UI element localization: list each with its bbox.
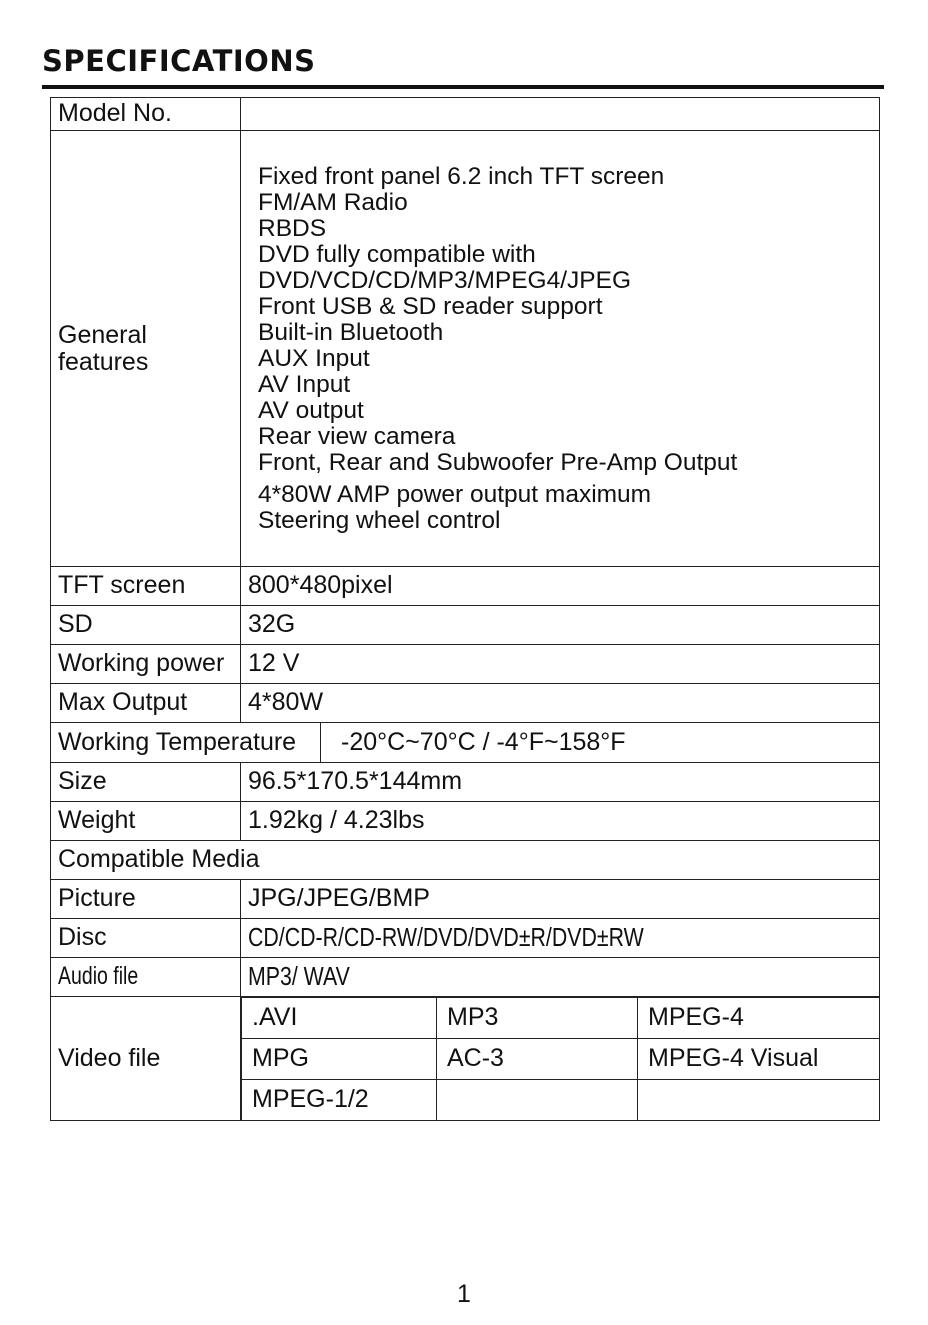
spec-label-picture: Picture [51,880,241,919]
title-underline [42,85,884,89]
spec-value-audio-file: MP3/ WAV [248,961,350,992]
feature-item: Built-in Bluetooth [258,318,444,346]
spec-label-max-output: Max Output [51,684,241,723]
spec-cell-working-temperature [51,723,880,763]
spec-value-tft-screen: 800*480pixel [241,567,880,606]
spec-value-sd: 32G [241,606,880,645]
video-format-cell: MPEG-1/2 [242,1080,437,1121]
video-format-cell [437,1080,638,1121]
page-title: SPECIFICATIONS [42,44,316,78]
spec-label-general-features [51,131,241,567]
feature-item: RBDS [258,214,327,242]
video-format-cell: MP3 [437,998,638,1039]
spec-row-tft-screen [51,567,880,606]
spec-value-video-file [241,997,880,1121]
section-heading-compatible-media: Compatible Media [51,841,880,880]
specifications-table [50,97,880,1121]
video-format-row [242,998,880,1039]
feature-item: Front, Rear and Subwoofer Pre-Amp Output [258,448,738,476]
spec-label-tft-screen: TFT screen [51,567,241,606]
spec-value-max-output: 4*80W [241,684,880,723]
spec-row-compatible-media [51,841,880,880]
spec-value-weight: 1.92kg / 4.23lbs [241,802,880,841]
page-number: 1 [457,1280,471,1308]
spec-row-video-file [51,997,880,1121]
video-format-cell: AC-3 [437,1039,638,1080]
spec-value-picture: JPG/JPEG/BMP [241,880,880,919]
feature-item: DVD/VCD/CD/MP3/MPEG4/JPEG [258,266,632,294]
spec-row-size [51,763,880,802]
feature-item: Steering wheel control [258,506,501,534]
video-format-cell [638,1080,880,1121]
video-format-cell: MPG [242,1039,437,1080]
feature-item: Front USB & SD reader support [258,292,603,320]
spec-row-working-temperature [51,723,880,763]
video-format-row [242,1080,880,1121]
spec-label-working-temperature: Working Temperature [58,723,321,762]
spec-row-sd [51,606,880,645]
spec-label-disc: Disc [51,919,241,958]
spec-row-working-power [51,645,880,684]
spec-row-max-output [51,684,880,723]
spec-label-sd: SD [51,606,241,645]
spec-value-disc: CD/CD-R/CD-RW/DVD/DVD±R/DVD±RW [248,922,644,953]
spec-row-disc [51,919,880,958]
feature-item: AV Input [258,370,351,398]
spec-value-general-features [241,131,880,567]
video-format-cell: MPEG-4 Visual [638,1039,880,1080]
spec-row-model [51,98,880,131]
spec-label-video-file: Video file [51,997,241,1121]
spec-value-disc-cell [241,919,880,958]
spec-label-working-power: Working power [51,645,241,684]
spec-label-weight: Weight [51,802,241,841]
spec-label-audio-file-cell [51,958,241,997]
spec-row-audio-file [51,958,880,997]
spec-row-picture [51,880,880,919]
spec-value-size: 96.5*170.5*144mm [241,763,880,802]
video-format-cell: .AVI [242,998,437,1039]
feature-item: AUX Input [258,344,370,372]
spec-row-weight [51,802,880,841]
spec-label-audio-file: Audio file [58,962,139,991]
spec-value-working-temperature: -20°C~70°C / -4°F~158°F [341,727,626,756]
feature-item: AV output [258,396,364,424]
video-format-row [242,1039,880,1080]
general-features-label-line2: features [58,347,149,376]
spec-row-general-features [51,131,880,567]
features-list [248,164,879,534]
spec-value-model [241,98,880,131]
spec-value-working-power: 12 V [241,645,880,684]
feature-item: 4*80W AMP power output maximum [258,480,652,508]
video-format-grid [241,997,879,1120]
video-format-cell: MPEG-4 [638,998,880,1039]
spec-label-size: Size [51,763,241,802]
feature-item: FM/AM Radio [258,188,408,216]
spec-label-model: Model No. [51,98,241,131]
general-features-label-line1: General [58,321,147,350]
feature-item: DVD fully compatible with [258,240,536,268]
feature-item: Rear view camera [258,422,456,450]
spec-value-audio-file-cell [241,958,880,997]
feature-item: Fixed front panel 6.2 inch TFT screen [258,162,665,190]
